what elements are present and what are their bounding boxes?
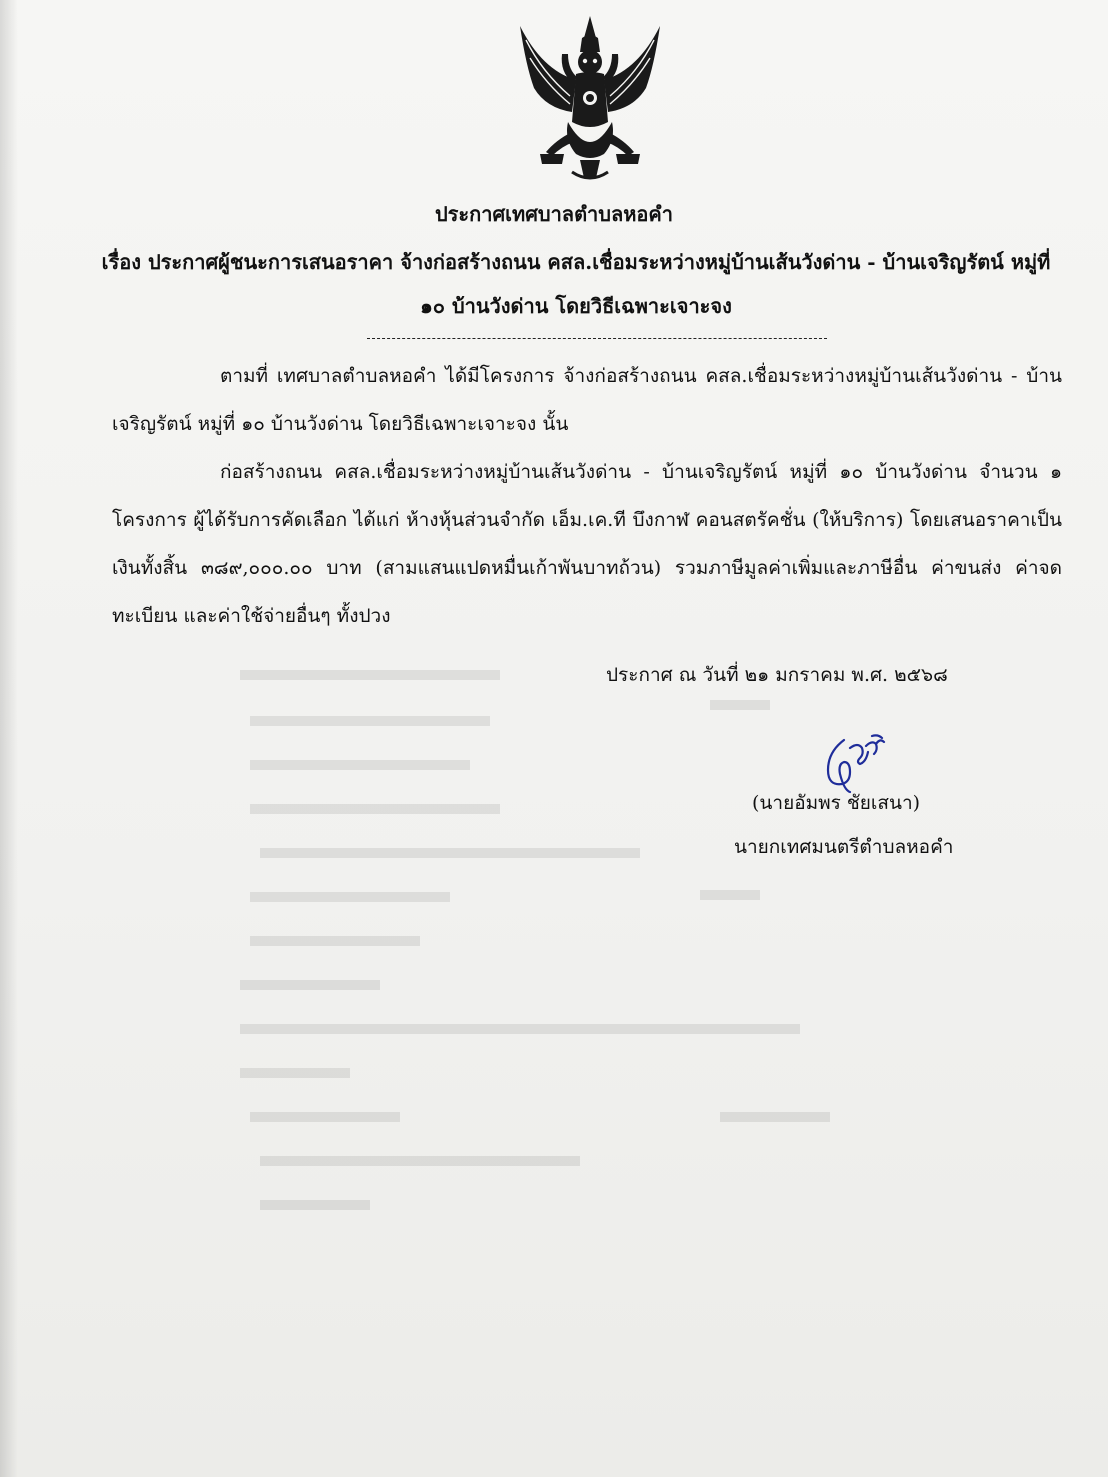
body-paragraph-1 [112,352,1062,448]
paragraph-1-text: ตามที่ เทศบาลตำบลหอคำ ได้มีโครงการ จ้างก่อสร้างถนน คสล.เชื่อมระหว่างหมู่บ้านเส้นวังด่าน - บ้านเจริญรัตน์ หมู่ที่ ๑๐ บ้านวังด่าน โดยวิธีเฉพาะเจาะจง นั้น [112,365,1062,435]
title-divider [367,338,827,339]
announcement-subject: เรื่อง ประกาศผู้ชนะการเสนอราคา จ้างก่อสร้างถนน คสล.เชื่อมระหว่างหมู่บ้านเส้นวังด่าน - บ้านเจริญรัตน์ หมู่ที่ ๑๐ บ้านวังด่าน โดยวิธีเฉพาะเจาะจง [101,250,1051,318]
handwritten-signature [820,732,886,794]
garuda-emblem-icon [512,12,668,184]
announcement-date: ประกาศ ณ วันที่ ๒๑ มกราคม พ.ศ. ๒๕๖๘ [606,664,948,686]
signer-name: (นายอัมพร ชัยเสนา) [752,792,921,814]
announcement-title: ประกาศเทศบาลตำบลหอคำ [434,202,674,226]
bleed-through-texture [240,640,860,1320]
body-paragraph-2 [112,448,1062,640]
paragraph-2-text: ก่อสร้างถนน คสล.เชื่อมระหว่างหมู่บ้านเส้นวังด่าน - บ้านเจริญรัตน์ หมู่ที่ ๑๐ บ้านวังด่าน จำนวน ๑ โครงการ ผู้ได้รับการคัดเลือก ได้แก่ ห้างหุ้นส่วนจำกัด เอ็ม.เค.ที บึงกาฬ คอนสตรัคชั่น (ให้บริการ) โดยเสนอราคาเป็นเงินทั้งสิ้น ๓๘๙,๐๐๐.๐๐ บาท (สามแสนแปดหมื่นเก้าพันบาทถ้วน) รวมภาษีมูลค่าเพิ่มและภาษีอื่น ค่าขนส่ง ค่าจดทะเบียน และค่าใช้จ่ายอื่นๆ ทั้งปวง [112,461,1062,627]
signer-position: นายกเทศมนตรีตำบลหอคำ [734,836,954,858]
